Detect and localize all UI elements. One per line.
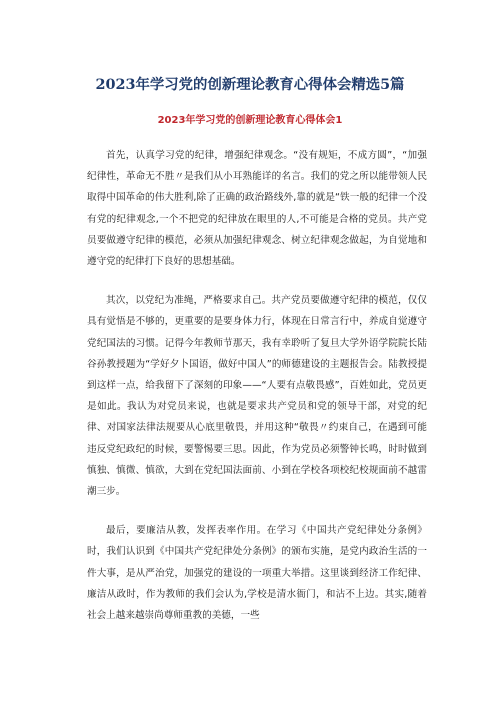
document-title: 2023年学习党的创新理论教育心得体会精选5篇 [95, 76, 405, 93]
paragraph-1: 首先，认真学习党的纪律，增强纪律观念。“没有规矩，不成方圆”，“加强纪律性，革命无不胜〃是我们从小耳熟能详的名言。我们的党之所以能带领人民取得中国革命的伟大胜利,除了正确的政治路线外,靠的就是“铁一般的纪律一个没有党的纪律观念,一个不把党的纪律放在眼里的人,不可能是合格的党员。共产党员要做遵守纪律的模范，必须从加强纪律观念、树立纪律观念做起，为自觉地和遵守党的纪律打下良好的思想基础。 [87, 150, 427, 268]
document-body [87, 145, 427, 644]
section-heading: 2023年学习党的创新理论教育心得体会1 [157, 115, 343, 126]
paragraph-2: 其次，以党纪为准绳，严格要求自己。共产党员要做遵守纪律的模范，仅仅具有觉悟是不够的，更重要的是要身体力行，体现在日常言行中，养成自觉遵守党纪国法的习惯。记得今年教师节那天，我有幸聆听了复旦大学外语学院院长陆谷孙教授题为“学好夕卜国语，做好中国人”的师德建设的主题报告会。陆教授提到这样一点，给我留下了深刻的印象——“人要有点敬畏感”，百姓如此，党员更是如此。我认为对党员来说，也就是要求共产党员和党的领导干部，对党的纪律、对国家法律法规要从心底里敬畏，并用这种“敬畏〃约束自己，在遇到可能违反党纪政纪的时候，要警惕要三思。因此，作为党员必须警钟长鸣，时时做到慎独、慎微、慎欲，大到在党纪国法面前、小到在学校各项校纪校规面前不越雷潮三步。 [87, 295, 427, 498]
paragraph-3: 最后，要廉洁从教，发挥表率作用。在学习《中国共产党纪律处分条例》时，我们认识到《中国共产党纪律处分条例》的颁布实施，是党内政治生活的一件大事，是从严治党，加强党的建设的一项重大举措。这里谈到经济工作纪律、廉洁从政时，作为教师的我们会认为,学校是清水衙门，和沾不上边。其实,随着社会上越来越崇尚尊师重教的美德，一些 [87, 525, 427, 622]
